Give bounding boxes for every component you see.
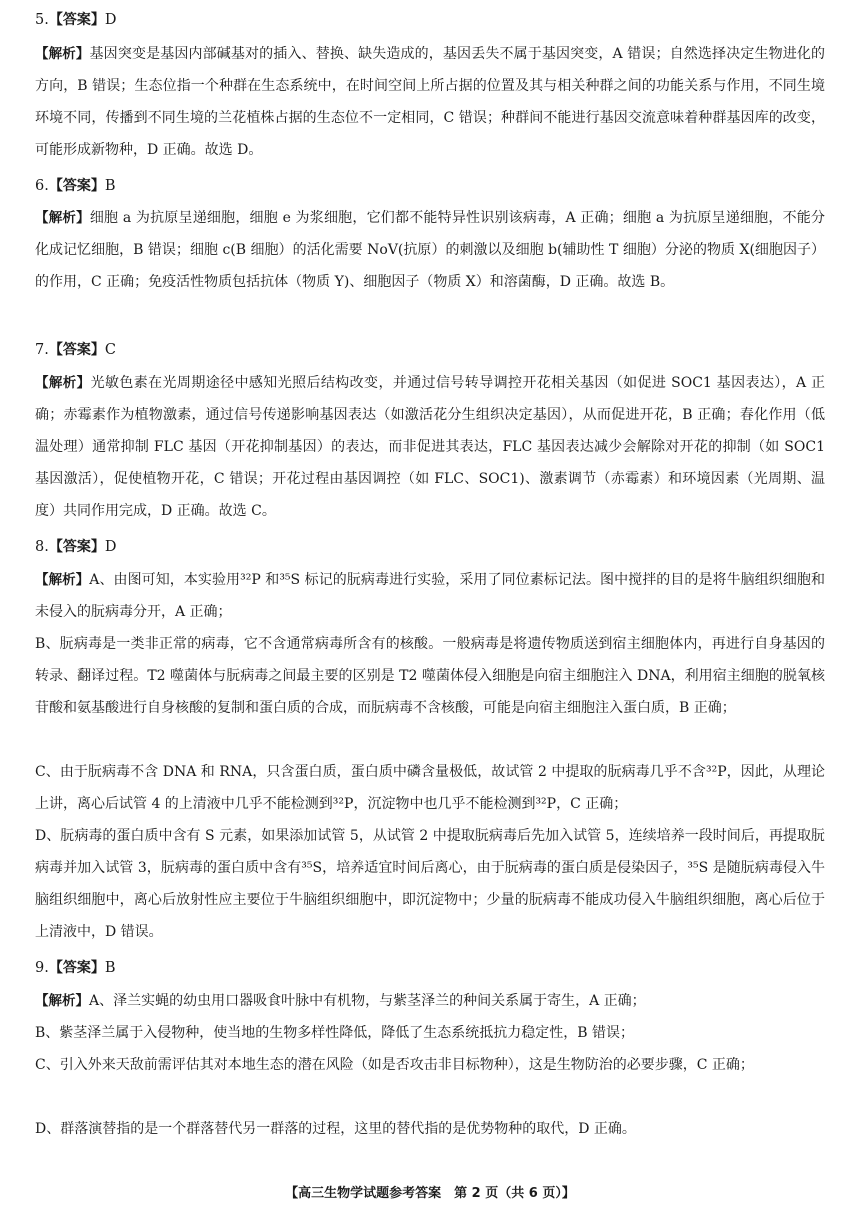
q8-analysis (35, 564, 825, 628)
q7-analysis (35, 367, 825, 527)
q9-analysis-part-a: A、泽兰实蝇的幼虫用口器吸食叶脉中有机物，与紫茎泽兰的种间关系属于寄生，A 正确； (89, 993, 646, 1009)
q8-answer-line (35, 537, 116, 557)
q8-analysis-part-b: B、朊病毒是一类非正常的病毒，它不含通常病毒所含有的核酸。一般病毒是将遗传物质送到宿主细胞体内，再进行自身基因的转录、翻译过程。T2 噬菌体与朊病毒之间最主要的区别是 T2 噬菌体侵入细胞是向宿主细胞注入 DNA，利用宿主细胞的脱氧核苷酸和氨基酸进行自身核酸的复制和蛋白质的合成，而朊病毒不含核酸，可能是向宿主细胞注入蛋白质，B 正确； (35, 636, 825, 716)
q9-answer-value: B (104, 960, 116, 976)
q9-analysis-part-b: B、紫茎泽兰属于入侵物种，使当地的生物多样性降低，降低了生态系统抵抗力稳定性，B 错误； (35, 1025, 635, 1041)
q7-answer-tag: 【答案】 (48, 342, 105, 358)
q6-answer-value: B (104, 178, 116, 194)
q6-analysis-text: 细胞 a 为抗原呈递细胞，细胞 e 为浆细胞，它们都不能特异性识别该病毒，A 正确；细胞 a 为抗原呈递细胞，不能分化成记忆细胞，B 错误；细胞 c(B 细胞）的活化需要 NoV(抗原）的刺激以及细胞 b(辅助性 T 细胞）分泌的物质 X(细胞因子）的作用，C 正确；免疫活性物质包括抗体（物质 Y)、细胞因子（物质 X）和溶菌酶，D 正确。故选 B。 (35, 210, 825, 290)
q5-analysis-tag: 【解析】 (35, 46, 90, 62)
q9-analysis-part-d: D、群落演替指的是一个群落替代另一群落的过程，这里的替代指的是优势物种的取代，D 正确。 (35, 1121, 636, 1137)
q7-number: 7. (35, 342, 49, 358)
q8-analysis-part-c: C、由于朊病毒不含 DNA 和 RNA，只含蛋白质，蛋白质中磷含量极低，故试管 2 中提取的朊病毒几乎不含³²P，因此，从理论上讲，离心后试管 4 的上清液中几乎不能检测到³²P，沉淀物中也几乎不能检测到³²P，C 正确； (35, 764, 825, 812)
q7-answer-value: C (104, 342, 116, 358)
q8-number: 8. (35, 539, 49, 555)
q9-number: 9. (35, 960, 49, 976)
q5-answer-tag: 【答案】 (48, 12, 105, 28)
q7-answer-line (35, 340, 116, 360)
q9-answer-tag: 【答案】 (48, 960, 105, 976)
q6-answer-tag: 【答案】 (48, 178, 105, 194)
q8-analysis-part-d: D、朊病毒的蛋白质中含有 S 元素，如果添加试管 5，从试管 2 中提取朊病毒后先加入试管 5，连续培养一段时间后，再提取朊病毒并加入试管 3，朊病毒的蛋白质中含有³⁵S，培养适宜时间后离心，由于朊病毒的蛋白质是侵染因子，³⁵S 是随朊病毒侵入牛脑组织细胞中，离心后放射性应主要位于牛脑组织细胞中，即沉淀物中；少量的朊病毒不能成功侵入牛脑组织细胞，离心后位于上清液中，D 错误。 (35, 828, 825, 940)
q5-analysis (35, 38, 825, 166)
q6-analysis (35, 202, 825, 298)
q5-answer-line (35, 10, 116, 30)
q6-answer-line (35, 176, 116, 196)
q9-answer-line (35, 958, 116, 978)
q7-analysis-tag: 【解析】 (35, 375, 91, 391)
q9-analysis-tag: 【解析】 (35, 993, 89, 1009)
q6-analysis-tag: 【解析】 (35, 210, 90, 226)
page-footer: 【高三生物学试题参考答案 第 2 页（共 6 页）】 (285, 1186, 575, 1201)
q6-number: 6. (35, 178, 49, 194)
q8-analysis-part-a: A、由图可知，本实验用³²P 和³⁵S 标记的朊病毒进行实验，采用了同位素标记法。图中搅拌的目的是将牛脑组织细胞和未侵入的朊病毒分开，A 正确； (35, 572, 826, 620)
q5-analysis-text: 基因突变是基因内部碱基对的插入、替换、缺失造成的，基因丢失不属于基因突变，A 错误；自然选择决定生物进化的方向，B 错误；生态位指一个种群在生态系统中，在时间空间上所占据的位置及其与相关种群之间的功能关系与作用，不同生境环境不同，传播到不同生境的兰花植株占据的生态位不一定相同，C 错误；种群间不能进行基因交流意味着种群基因库的改变，可能形成新物种，D 正确。故选 D。 (35, 46, 826, 158)
q8-answer-tag: 【答案】 (48, 539, 105, 555)
q8-analysis-tag: 【解析】 (35, 572, 90, 588)
q7-analysis-text: 光敏色素在光周期途径中感知光照后结构改变，并通过信号转导调控开花相关基因（如促进 SOC1 基因表达），A 正确；赤霉素作为植物激素，通过信号传递影响基因表达（如激活花分生组织决定基因），从而促进开花，B 正确；春化作用（低温处理）通常抑制 FLC 基因（开花抑制基因）的表达，而非促进其表达，FLC 基因表达减少会解除对开花的抑制（如 SOC1 基因激活），促使植物开花，C 错误；开花过程由基因调控（如 FLC、SOC1)、激素调节（赤霉素）和环境因素（光周期、温度）共同作用完成，D 正确。故选 C。 (35, 375, 825, 519)
q9-analysis (35, 985, 825, 1017)
q5-answer-value: D (104, 12, 117, 28)
q8-answer-value: D (104, 539, 117, 555)
q9-analysis-part-c: C、引入外来天敌前需评估其对本地生态的潜在风险（如是否攻击非目标物种），这是生物防治的必要步骤，C 正确； (35, 1057, 754, 1073)
q5-number: 5. (35, 12, 49, 28)
